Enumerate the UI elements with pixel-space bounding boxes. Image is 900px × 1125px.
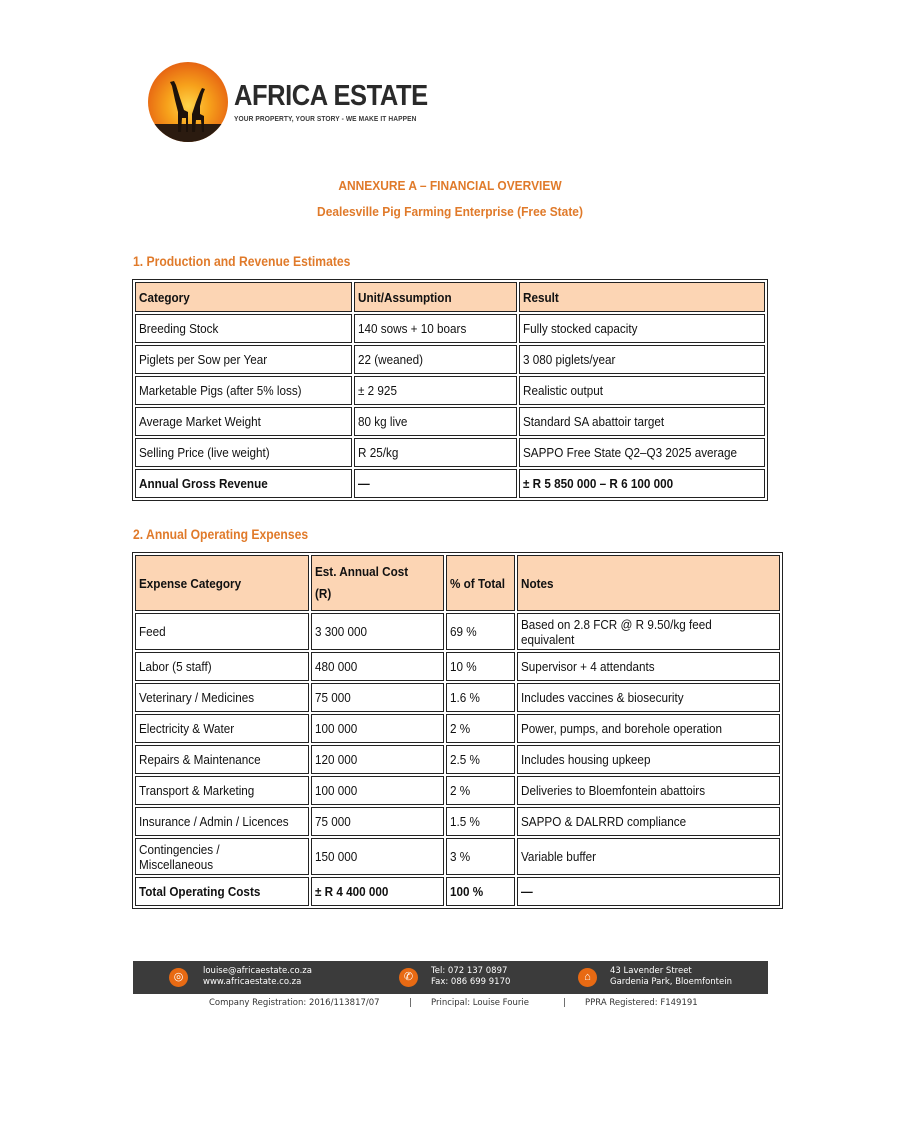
- table-row: [135, 314, 765, 343]
- enterprise-subtitle: Dealesville Pig Farming Enterprise (Free State): [317, 204, 583, 219]
- brand-tagline: YOUR PROPERTY, YOUR STORY - WE MAKE IT HAPPEN: [234, 114, 417, 123]
- table-cell: Feed: [139, 624, 166, 639]
- table-row: [135, 807, 780, 836]
- table-row: [135, 613, 780, 650]
- section-heading-expenses: 2. Annual Operating Expenses: [133, 527, 309, 542]
- table-cell: 480 000: [315, 659, 358, 674]
- table-header-row: [135, 555, 780, 611]
- footer-separator: |: [409, 998, 412, 1008]
- table-cell: 75 000: [315, 690, 351, 705]
- operating-expenses-table: [132, 552, 783, 909]
- table-cell: Labor (5 staff): [139, 659, 212, 674]
- table-cell: Based on 2.8 FCR @ R 9.50/kg feed equivalent: [521, 616, 713, 647]
- table-cell: Power, pumps, and borehole operation: [521, 721, 723, 736]
- table-cell: 150 000: [315, 849, 358, 864]
- table-row: [135, 376, 765, 405]
- footer-tel: Tel: 072 137 0897: [431, 966, 508, 976]
- table-cell: 140 sows + 10 boars: [357, 321, 466, 336]
- table-cell: ± 2 925: [357, 383, 397, 398]
- footer-email-web: [203, 966, 312, 988]
- table-cell: —: [357, 476, 370, 491]
- footer-address: [610, 966, 732, 988]
- globe-icon: ◎: [169, 968, 188, 987]
- table-cell: Realistic output: [523, 383, 604, 398]
- table-cell: Standard SA abattoir target: [523, 414, 665, 429]
- table-cell: R 25/kg: [357, 445, 398, 460]
- table-cell: 10 %: [450, 659, 477, 674]
- table-cell: SAPPO Free State Q2–Q3 2025 average: [523, 445, 738, 460]
- table-row: [135, 838, 780, 875]
- logo-sunset-emblem: [148, 62, 228, 142]
- table-cell: Insurance / Admin / Licences: [139, 814, 289, 829]
- column-header: % of Total: [446, 555, 515, 611]
- table-cell: Piglets per Sow per Year: [139, 352, 268, 367]
- table-cell: Repairs & Maintenance: [139, 752, 261, 767]
- table-cell: 1.6 %: [450, 690, 481, 705]
- table-cell: 80 kg live: [357, 414, 407, 429]
- table-cell: Annual Gross Revenue: [139, 476, 268, 491]
- table-cell: SAPPO & DALRRD compliance: [521, 814, 687, 829]
- table-cell: 2.5 %: [450, 752, 481, 767]
- table-cell: Selling Price (live weight): [139, 445, 270, 460]
- footer-address-line1: 43 Lavender Street: [610, 966, 692, 976]
- table-cell: 75 000: [315, 814, 351, 829]
- table-row: [135, 438, 765, 467]
- table-cell: 1.5 %: [450, 814, 481, 829]
- ppra-registration: PPRA Registered: F149191: [585, 998, 698, 1008]
- footer-email[interactable]: louise@africaestate.co.za: [203, 966, 312, 976]
- footer-fax: Fax: 086 699 9170: [431, 977, 511, 987]
- footer-address-line2: Gardenia Park, Bloemfontein: [610, 977, 732, 987]
- table-cell: Average Market Weight: [139, 414, 261, 429]
- section-heading-production: 1. Production and Revenue Estimates: [133, 254, 351, 269]
- table-cell: Deliveries to Bloemfontein abattoirs: [521, 783, 706, 798]
- table-row: [135, 407, 765, 436]
- annexure-title: ANNEXURE A – FINANCIAL OVERVIEW: [338, 178, 562, 193]
- table-cell: Variable buffer: [521, 849, 597, 864]
- table-cell: 100 %: [450, 884, 484, 899]
- table-cell: Includes vaccines & biosecurity: [521, 690, 684, 705]
- table-row: [135, 345, 765, 374]
- table-cell: Supervisor + 4 attendants: [521, 659, 656, 674]
- table-cell: Fully stocked capacity: [523, 321, 638, 336]
- table-total-row: [135, 469, 765, 498]
- table-cell: ± R 4 400 000: [315, 884, 389, 899]
- company-logo: [148, 60, 428, 145]
- column-header: Expense Category: [135, 555, 309, 611]
- column-header: Notes: [517, 555, 780, 611]
- table-cell: Contingencies / Miscellaneous: [139, 841, 220, 872]
- production-revenue-table: [132, 279, 768, 501]
- table-cell: 120 000: [315, 752, 358, 767]
- table-cell: 3 080 piglets/year: [523, 352, 616, 367]
- column-header: Est. Annual Cost (R): [311, 555, 444, 611]
- footer-phone-fax: [431, 966, 510, 988]
- table-cell: 100 000: [315, 783, 358, 798]
- table-cell: Transport & Marketing: [139, 783, 255, 798]
- table-cell: Veterinary / Medicines: [139, 690, 255, 705]
- home-icon: ⌂: [578, 968, 597, 987]
- table-cell: Marketable Pigs (after 5% loss): [139, 383, 302, 398]
- footer-contact-bar: [133, 961, 768, 994]
- table-cell: 3 %: [450, 849, 471, 864]
- table-cell: ± R 5 850 000 – R 6 100 000: [523, 476, 674, 491]
- footer-separator: |: [563, 998, 566, 1008]
- table-cell: Includes housing upkeep: [521, 752, 651, 767]
- table-row: [135, 776, 780, 805]
- table-row: [135, 652, 780, 681]
- phone-icon: ✆: [399, 968, 418, 987]
- table-cell: 69 %: [450, 624, 477, 639]
- table-cell: 2 %: [450, 721, 471, 736]
- column-header: Unit/Assumption: [354, 282, 518, 312]
- table-header-row: [135, 282, 765, 312]
- giraffe-silhouette-icon: [148, 62, 228, 142]
- table-cell: 100 000: [315, 721, 358, 736]
- table-row: [135, 745, 780, 774]
- table-cell: —: [521, 884, 534, 899]
- brand-name: AFRICA ESTATE: [234, 80, 428, 112]
- company-registration: Company Registration: 2016/113817/07: [209, 998, 380, 1008]
- table-cell: Total Operating Costs: [139, 884, 261, 899]
- footer-website[interactable]: www.africaestate.co.za: [203, 977, 302, 987]
- table-cell: 3 300 000: [315, 624, 368, 639]
- table-cell: 2 %: [450, 783, 471, 798]
- table-row: [135, 714, 780, 743]
- column-header: Category: [135, 282, 352, 312]
- principal-name: Principal: Louise Fourie: [431, 998, 529, 1008]
- table-total-row: [135, 877, 780, 906]
- table-cell: Breeding Stock: [139, 321, 219, 336]
- table-cell: 22 (weaned): [357, 352, 423, 367]
- table-cell: Electricity & Water: [139, 721, 235, 736]
- table-row: [135, 683, 780, 712]
- column-header: Result: [519, 282, 765, 312]
